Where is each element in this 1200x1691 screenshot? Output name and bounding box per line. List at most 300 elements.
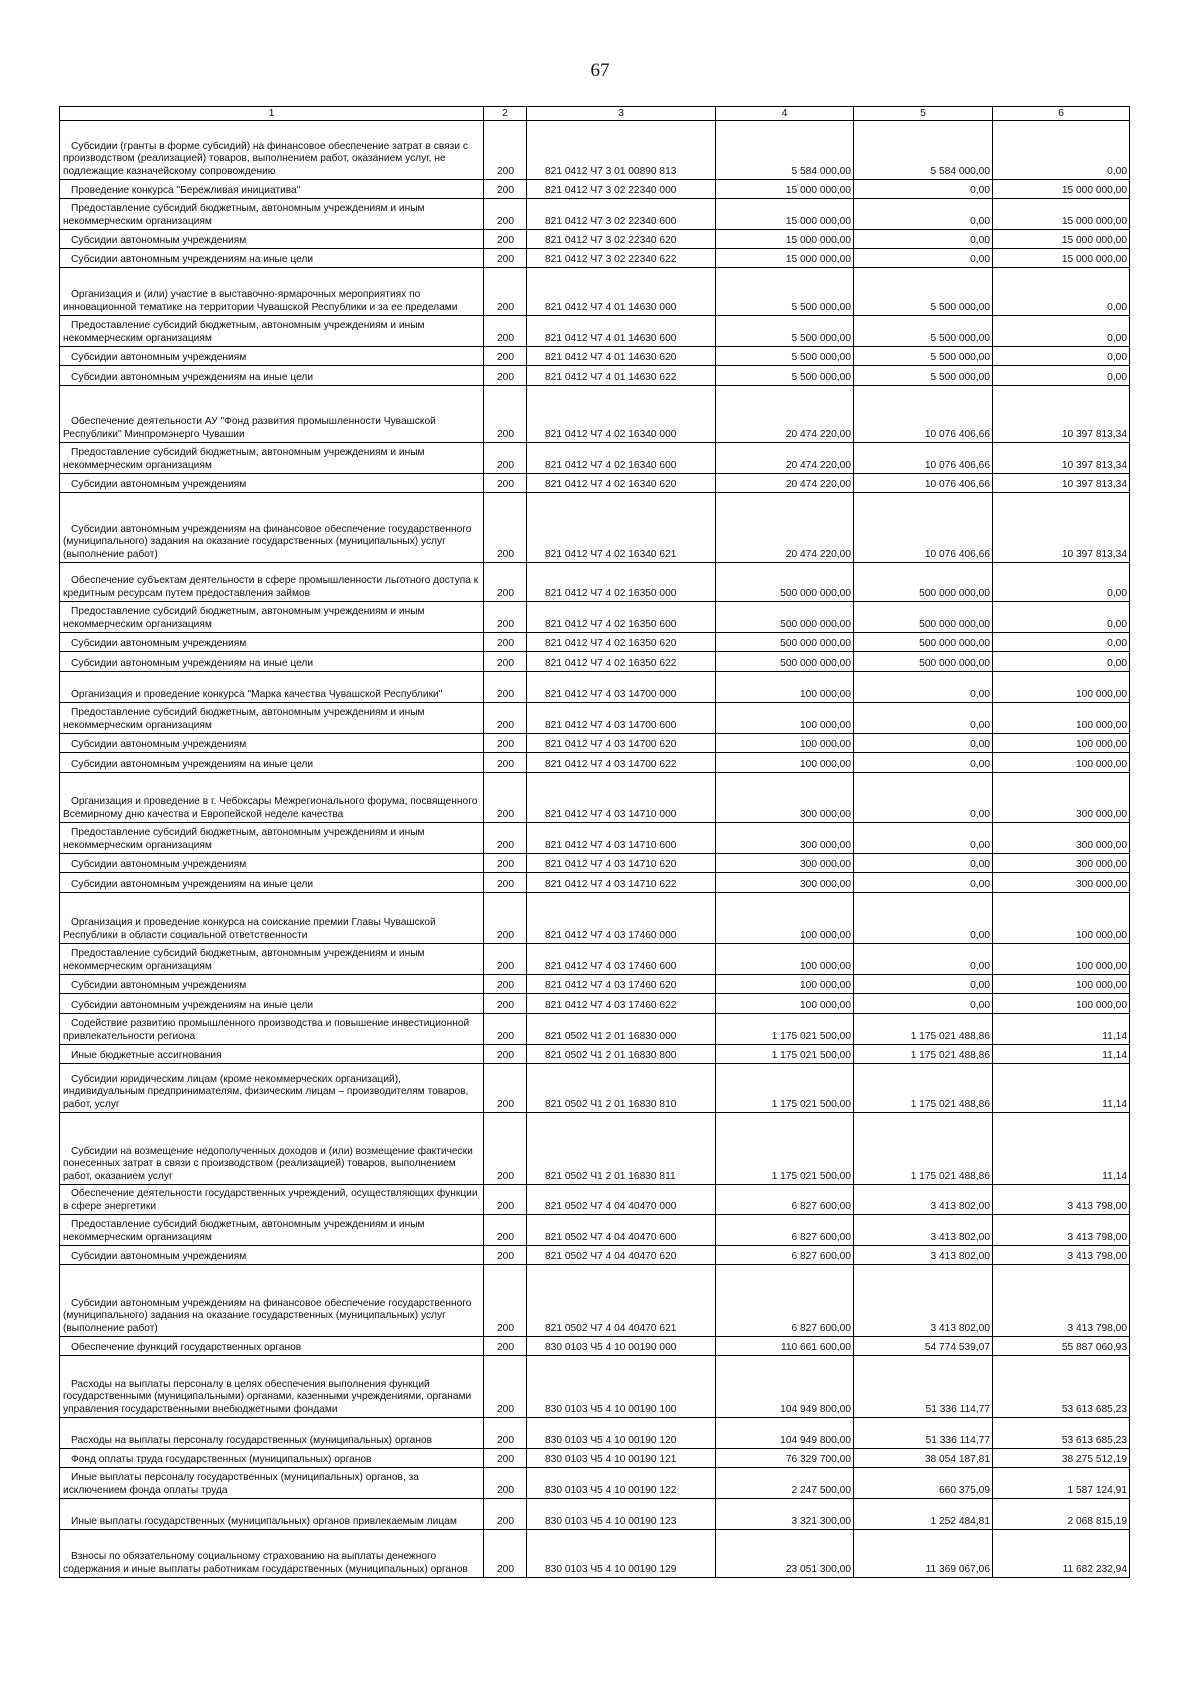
cell-exec: 0,00 — [854, 753, 993, 773]
cell-exec: 54 774 539,07 — [854, 1337, 993, 1356]
cell-code: 200 — [484, 994, 527, 1014]
table-row — [60, 366, 1130, 386]
cell-name: Взносы по обязательному социальному страхованию на выплаты денежного содержания и иные выплаты работникам государственных (муниципальных) органов — [60, 1530, 484, 1578]
cell-classifier: 821 0412 Ч7 4 01 14630 622 — [527, 366, 716, 386]
cell-name: Иные выплаты государственных (муниципальных) органов привлекаемым лицам — [60, 1499, 484, 1530]
cell-rest: 100 000,00 — [993, 893, 1130, 944]
cell-plan: 20 474 220,00 — [716, 493, 854, 563]
cell-name: Субсидии на возмещение недополученных доходов и (или) возмещение фактически понесенных затрат в связи с производством (реализацией) товаров, выполнением работ, оказанием услуг — [60, 1113, 484, 1185]
table-row — [60, 249, 1130, 268]
cell-exec: 0,00 — [854, 230, 993, 249]
cell-exec: 0,00 — [854, 994, 993, 1014]
cell-classifier: 821 0412 Ч7 4 03 14700 600 — [527, 703, 716, 734]
table-row — [60, 633, 1130, 652]
cell-plan: 6 827 600,00 — [716, 1265, 854, 1337]
cell-code: 200 — [484, 316, 527, 347]
cell-exec: 0,00 — [854, 180, 993, 199]
cell-classifier: 830 0103 Ч5 4 10 00190 121 — [527, 1449, 716, 1468]
cell-code: 200 — [484, 199, 527, 230]
column-header: 1 — [60, 107, 484, 121]
table-row — [60, 1356, 1130, 1418]
table-row — [60, 1337, 1130, 1356]
cell-classifier: 821 0502 Ч1 2 01 16830 000 — [527, 1014, 716, 1045]
cell-plan: 6 827 600,00 — [716, 1215, 854, 1246]
cell-exec: 11 369 067,06 — [854, 1530, 993, 1578]
table-row — [60, 563, 1130, 602]
table-row — [60, 1246, 1130, 1265]
cell-code: 200 — [484, 633, 527, 652]
cell-classifier: 821 0412 Ч7 4 03 14700 000 — [527, 672, 716, 703]
table-row — [60, 854, 1130, 873]
cell-code: 200 — [484, 975, 527, 994]
cell-rest: 10 397 813,34 — [993, 443, 1130, 474]
cell-exec: 0,00 — [854, 975, 993, 994]
cell-code: 200 — [484, 268, 527, 316]
cell-exec: 5 500 000,00 — [854, 347, 993, 366]
cell-classifier: 821 0412 Ч7 3 02 22340 622 — [527, 249, 716, 268]
cell-code: 200 — [484, 672, 527, 703]
cell-exec: 5 500 000,00 — [854, 316, 993, 347]
cell-rest: 100 000,00 — [993, 703, 1130, 734]
cell-plan: 300 000,00 — [716, 873, 854, 893]
cell-name: Субсидии автономным учреждениям — [60, 633, 484, 652]
cell-code: 200 — [484, 1185, 527, 1215]
cell-name: Иные бюджетные ассигнования — [60, 1045, 484, 1064]
cell-exec: 0,00 — [854, 773, 993, 823]
cell-exec: 500 000 000,00 — [854, 633, 993, 652]
cell-plan: 110 661 600,00 — [716, 1337, 854, 1356]
cell-classifier: 821 0502 Ч1 2 01 16830 810 — [527, 1064, 716, 1113]
cell-code: 200 — [484, 249, 527, 268]
table-row — [60, 1449, 1130, 1468]
cell-classifier: 821 0412 Ч7 4 02 16350 000 — [527, 563, 716, 602]
cell-name: Обеспечение функций государственных органов — [60, 1337, 484, 1356]
cell-exec: 5 584 000,00 — [854, 121, 993, 180]
table-row — [60, 474, 1130, 493]
cell-name: Организация и проведение конкурса "Марка качества Чувашской Республики" — [60, 672, 484, 703]
table-row — [60, 443, 1130, 474]
cell-name: Субсидии автономным учреждениям на иные цели — [60, 366, 484, 386]
cell-code: 200 — [484, 1064, 527, 1113]
column-header: 5 — [854, 107, 993, 121]
cell-code: 200 — [484, 854, 527, 873]
cell-plan: 5 500 000,00 — [716, 347, 854, 366]
cell-rest: 10 397 813,34 — [993, 493, 1130, 563]
cell-exec: 500 000 000,00 — [854, 602, 993, 633]
cell-name: Субсидии автономным учреждениям на иные цели — [60, 652, 484, 672]
table-row — [60, 199, 1130, 230]
cell-code: 200 — [484, 823, 527, 854]
cell-name: Субсидии автономным учреждениям на финансовое обеспечение государственного (муниципального) задания на оказание государственных (муниципальных) услуг (выполнение работ) — [60, 493, 484, 563]
cell-code: 200 — [484, 1045, 527, 1064]
cell-name: Предоставление субсидий бюджетным, автономным учреждениям и иным некоммерческим организациям — [60, 199, 484, 230]
cell-plan: 5 500 000,00 — [716, 316, 854, 347]
cell-rest: 300 000,00 — [993, 823, 1130, 854]
cell-classifier: 821 0502 Ч7 4 04 40470 600 — [527, 1215, 716, 1246]
cell-name: Субсидии автономным учреждениям — [60, 230, 484, 249]
cell-rest: 100 000,00 — [993, 975, 1130, 994]
cell-plan: 100 000,00 — [716, 944, 854, 975]
table-row — [60, 672, 1130, 703]
table-row — [60, 230, 1130, 249]
cell-plan: 1 175 021 500,00 — [716, 1113, 854, 1185]
cell-rest: 100 000,00 — [993, 753, 1130, 773]
cell-code: 200 — [484, 386, 527, 443]
cell-name: Предоставление субсидий бюджетным, автономным учреждениям и иным некоммерческим организациям — [60, 823, 484, 854]
cell-exec: 5 500 000,00 — [854, 268, 993, 316]
cell-exec: 660 375,09 — [854, 1468, 993, 1499]
cell-exec: 51 336 114,77 — [854, 1356, 993, 1418]
cell-classifier: 830 0103 Ч5 4 10 00190 129 — [527, 1530, 716, 1578]
cell-exec: 0,00 — [854, 734, 993, 753]
cell-name: Предоставление субсидий бюджетным, автономным учреждениям и иным некоммерческим организациям — [60, 443, 484, 474]
cell-rest: 3 413 798,00 — [993, 1215, 1130, 1246]
table-row — [60, 1265, 1130, 1337]
cell-name: Предоставление субсидий бюджетным, автономным учреждениям и иным некоммерческим организациям — [60, 316, 484, 347]
table-row — [60, 1014, 1130, 1045]
cell-code: 200 — [484, 1265, 527, 1337]
cell-plan: 20 474 220,00 — [716, 474, 854, 493]
cell-name: Содействие развитию промышленного производства и повышение инвестиционной привлекательности региона — [60, 1014, 484, 1045]
cell-plan: 300 000,00 — [716, 823, 854, 854]
cell-exec: 0,00 — [854, 672, 993, 703]
cell-classifier: 821 0502 Ч7 4 04 40470 000 — [527, 1185, 716, 1215]
column-header: 4 — [716, 107, 854, 121]
cell-name: Расходы на выплаты персоналу в целях обеспечения выполнения функций государственными (муниципальными) органами, казенными учреждениями, органами управления государственными внебюджетными фондами — [60, 1356, 484, 1418]
table-row — [60, 316, 1130, 347]
cell-classifier: 821 0412 Ч7 4 03 14710 000 — [527, 773, 716, 823]
cell-rest: 11,14 — [993, 1064, 1130, 1113]
cell-plan: 20 474 220,00 — [716, 443, 854, 474]
column-header: 6 — [993, 107, 1130, 121]
table-row — [60, 773, 1130, 823]
cell-exec: 10 076 406,66 — [854, 474, 993, 493]
cell-classifier: 821 0502 Ч1 2 01 16830 811 — [527, 1113, 716, 1185]
cell-rest: 10 397 813,34 — [993, 474, 1130, 493]
table-row — [60, 1215, 1130, 1246]
cell-classifier: 821 0412 Ч7 4 02 16340 620 — [527, 474, 716, 493]
cell-exec: 0,00 — [854, 199, 993, 230]
cell-code: 200 — [484, 1215, 527, 1246]
cell-exec: 0,00 — [854, 703, 993, 734]
cell-rest: 15 000 000,00 — [993, 249, 1130, 268]
cell-plan: 100 000,00 — [716, 975, 854, 994]
table-row — [60, 1113, 1130, 1185]
column-header: 2 — [484, 107, 527, 121]
column-header: 3 — [527, 107, 716, 121]
cell-name: Организация и проведение в г. Чебоксары Межрегионального форума, посвященного Всемирному дню качества и Европейской неделе качества — [60, 773, 484, 823]
cell-name: Проведение конкурса "Бережливая инициатива" — [60, 180, 484, 199]
cell-code: 200 — [484, 1356, 527, 1418]
cell-code: 200 — [484, 944, 527, 975]
cell-plan: 15 000 000,00 — [716, 230, 854, 249]
cell-rest: 1 587 124,91 — [993, 1468, 1130, 1499]
cell-code: 200 — [484, 1337, 527, 1356]
cell-rest: 100 000,00 — [993, 944, 1130, 975]
cell-exec: 0,00 — [854, 854, 993, 873]
cell-name: Субсидии автономным учреждениям на иные цели — [60, 994, 484, 1014]
cell-code: 200 — [484, 873, 527, 893]
cell-plan: 5 500 000,00 — [716, 268, 854, 316]
cell-name: Субсидии автономным учреждениям на иные цели — [60, 753, 484, 773]
table-row — [60, 734, 1130, 753]
cell-rest: 100 000,00 — [993, 994, 1130, 1014]
cell-classifier: 821 0412 Ч7 3 02 22340 000 — [527, 180, 716, 199]
cell-classifier: 821 0502 Ч7 4 04 40470 620 — [527, 1246, 716, 1265]
cell-name: Иные выплаты персоналу государственных (муниципальных) органов, за исключением фонда оплаты труда — [60, 1468, 484, 1499]
cell-plan: 2 247 500,00 — [716, 1468, 854, 1499]
cell-classifier: 821 0502 Ч7 4 04 40470 621 — [527, 1265, 716, 1337]
cell-plan: 3 321 300,00 — [716, 1499, 854, 1530]
table-row — [60, 994, 1130, 1014]
cell-plan: 100 000,00 — [716, 672, 854, 703]
cell-classifier: 821 0412 Ч7 4 02 16350 600 — [527, 602, 716, 633]
cell-name: Субсидии автономным учреждениям — [60, 734, 484, 753]
cell-classifier: 821 0412 Ч7 4 03 14710 622 — [527, 873, 716, 893]
cell-rest: 3 413 798,00 — [993, 1265, 1130, 1337]
cell-rest: 0,00 — [993, 652, 1130, 672]
cell-rest: 300 000,00 — [993, 773, 1130, 823]
cell-code: 200 — [484, 1449, 527, 1468]
cell-plan: 100 000,00 — [716, 893, 854, 944]
table-row — [60, 1418, 1130, 1449]
cell-name: Расходы на выплаты персоналу государственных (муниципальных) органов — [60, 1418, 484, 1449]
cell-name: Субсидии автономным учреждениям — [60, 854, 484, 873]
cell-exec: 1 175 021 488,86 — [854, 1064, 993, 1113]
cell-exec: 38 054 187,81 — [854, 1449, 993, 1468]
cell-exec: 10 076 406,66 — [854, 386, 993, 443]
table-row — [60, 1185, 1130, 1215]
cell-rest: 3 413 798,00 — [993, 1246, 1130, 1265]
cell-rest: 0,00 — [993, 268, 1130, 316]
cell-rest: 0,00 — [993, 347, 1130, 366]
cell-classifier: 821 0412 Ч7 4 01 14630 620 — [527, 347, 716, 366]
cell-name: Субсидии автономным учреждениям на финансовое обеспечение государственного (муниципального) задания на оказание государственных (муниципальных) услуг (выполнение работ) — [60, 1265, 484, 1337]
cell-rest: 38 275 512,19 — [993, 1449, 1130, 1468]
cell-code: 200 — [484, 652, 527, 672]
cell-plan: 300 000,00 — [716, 854, 854, 873]
cell-rest: 11,14 — [993, 1113, 1130, 1185]
cell-plan: 500 000 000,00 — [716, 652, 854, 672]
cell-name: Субсидии автономным учреждениям — [60, 347, 484, 366]
cell-exec: 51 336 114,77 — [854, 1418, 993, 1449]
cell-rest: 3 413 798,00 — [993, 1185, 1130, 1215]
cell-code: 200 — [484, 1418, 527, 1449]
cell-rest: 2 068 815,19 — [993, 1499, 1130, 1530]
cell-classifier: 830 0103 Ч5 4 10 00190 122 — [527, 1468, 716, 1499]
cell-exec: 10 076 406,66 — [854, 443, 993, 474]
cell-rest: 15 000 000,00 — [993, 180, 1130, 199]
cell-plan: 6 827 600,00 — [716, 1185, 854, 1215]
cell-classifier: 821 0412 Ч7 4 02 16350 620 — [527, 633, 716, 652]
cell-name: Предоставление субсидий бюджетным, автономным учреждениям и иным некоммерческим организациям — [60, 1215, 484, 1246]
cell-plan: 23 051 300,00 — [716, 1530, 854, 1578]
cell-code: 200 — [484, 474, 527, 493]
cell-code: 200 — [484, 1246, 527, 1265]
cell-exec: 0,00 — [854, 823, 993, 854]
cell-plan: 500 000 000,00 — [716, 563, 854, 602]
cell-exec: 500 000 000,00 — [854, 563, 993, 602]
cell-rest: 55 887 060,93 — [993, 1337, 1130, 1356]
cell-exec: 0,00 — [854, 944, 993, 975]
cell-exec: 3 413 802,00 — [854, 1265, 993, 1337]
cell-plan: 100 000,00 — [716, 753, 854, 773]
cell-classifier: 821 0412 Ч7 4 02 16340 621 — [527, 493, 716, 563]
cell-code: 200 — [484, 734, 527, 753]
cell-exec: 3 413 802,00 — [854, 1215, 993, 1246]
cell-plan: 15 000 000,00 — [716, 199, 854, 230]
cell-name: Субсидии автономным учреждениям на иные цели — [60, 873, 484, 893]
cell-name: Субсидии юридическим лицам (кроме некоммерческих организаций), индивидуальным предпринимателям, физическим лицам – производителям товаров, работ, услуг — [60, 1064, 484, 1113]
cell-rest: 0,00 — [993, 316, 1130, 347]
cell-classifier: 821 0412 Ч7 4 03 14710 620 — [527, 854, 716, 873]
table-row — [60, 1530, 1130, 1578]
table-row — [60, 823, 1130, 854]
cell-plan: 20 474 220,00 — [716, 386, 854, 443]
table-row — [60, 347, 1130, 366]
cell-classifier: 821 0412 Ч7 4 02 16350 622 — [527, 652, 716, 672]
cell-name: Обеспечение деятельности государственных учреждений, осуществляющих функции в сфере энергетики — [60, 1185, 484, 1215]
cell-name: Организация и (или) участие в выставочно-ярмарочных мероприятиях по инновационной тематике на территории Чувашской Республики и за ее пределами — [60, 268, 484, 316]
table-row — [60, 893, 1130, 944]
table-row — [60, 602, 1130, 633]
cell-classifier: 821 0502 Ч1 2 01 16830 800 — [527, 1045, 716, 1064]
cell-name: Предоставление субсидий бюджетным, автономным учреждениям и иным некоммерческим организациям — [60, 602, 484, 633]
cell-code: 200 — [484, 493, 527, 563]
cell-classifier: 821 0412 Ч7 4 03 17460 622 — [527, 994, 716, 1014]
cell-classifier: 821 0412 Ч7 4 03 17460 600 — [527, 944, 716, 975]
cell-plan: 100 000,00 — [716, 734, 854, 753]
table-row — [60, 652, 1130, 672]
cell-plan: 5 584 000,00 — [716, 121, 854, 180]
cell-classifier: 830 0103 Ч5 4 10 00190 000 — [527, 1337, 716, 1356]
cell-plan: 15 000 000,00 — [716, 249, 854, 268]
cell-plan: 76 329 700,00 — [716, 1449, 854, 1468]
cell-plan: 300 000,00 — [716, 773, 854, 823]
cell-classifier: 821 0412 Ч7 3 01 00890 813 — [527, 121, 716, 180]
cell-plan: 1 175 021 500,00 — [716, 1064, 854, 1113]
cell-classifier: 821 0412 Ч7 4 02 16340 000 — [527, 386, 716, 443]
cell-code: 200 — [484, 602, 527, 633]
cell-classifier: 821 0412 Ч7 3 02 22340 600 — [527, 199, 716, 230]
cell-name: Субсидии автономным учреждениям на иные цели — [60, 249, 484, 268]
cell-code: 200 — [484, 773, 527, 823]
cell-rest: 0,00 — [993, 366, 1130, 386]
table-row — [60, 386, 1130, 443]
table-row — [60, 1499, 1130, 1530]
cell-code: 200 — [484, 1014, 527, 1045]
cell-classifier: 821 0412 Ч7 4 03 17460 620 — [527, 975, 716, 994]
cell-rest: 0,00 — [993, 602, 1130, 633]
cell-code: 200 — [484, 703, 527, 734]
cell-classifier: 821 0412 Ч7 4 02 16340 600 — [527, 443, 716, 474]
table-row — [60, 944, 1130, 975]
table-row — [60, 975, 1130, 994]
cell-classifier: 821 0412 Ч7 4 01 14630 000 — [527, 268, 716, 316]
cell-plan: 100 000,00 — [716, 703, 854, 734]
cell-exec: 1 175 021 488,86 — [854, 1045, 993, 1064]
table-row — [60, 180, 1130, 199]
cell-plan: 1 175 021 500,00 — [716, 1045, 854, 1064]
cell-name: Субсидии (гранты в форме субсидий) на финансовое обеспечение затрат в связи с производством (реализацией) товаров, выполнением работ, оказанием услуг, не подлежащие казначейскому сопровождению — [60, 121, 484, 180]
cell-rest: 300 000,00 — [993, 873, 1130, 893]
cell-classifier: 830 0103 Ч5 4 10 00190 123 — [527, 1499, 716, 1530]
cell-classifier: 821 0412 Ч7 4 03 14700 620 — [527, 734, 716, 753]
cell-exec: 0,00 — [854, 893, 993, 944]
cell-classifier: 821 0412 Ч7 4 03 14700 622 — [527, 753, 716, 773]
cell-rest: 15 000 000,00 — [993, 199, 1130, 230]
cell-code: 200 — [484, 121, 527, 180]
cell-name: Субсидии автономным учреждениям — [60, 474, 484, 493]
header-row — [60, 107, 1130, 121]
cell-exec: 0,00 — [854, 249, 993, 268]
cell-classifier: 830 0103 Ч5 4 10 00190 100 — [527, 1356, 716, 1418]
cell-code: 200 — [484, 1530, 527, 1578]
cell-code: 200 — [484, 180, 527, 199]
cell-exec: 500 000 000,00 — [854, 652, 993, 672]
cell-name: Организация и проведение конкурса на соискание премии Главы Чувашской Республики в области социальной ответственности — [60, 893, 484, 944]
cell-exec: 3 413 802,00 — [854, 1246, 993, 1265]
cell-classifier: 830 0103 Ч5 4 10 00190 120 — [527, 1418, 716, 1449]
cell-code: 200 — [484, 366, 527, 386]
cell-rest: 0,00 — [993, 121, 1130, 180]
cell-rest: 0,00 — [993, 633, 1130, 652]
cell-classifier: 821 0412 Ч7 4 03 14710 600 — [527, 823, 716, 854]
cell-code: 200 — [484, 443, 527, 474]
cell-code: 200 — [484, 230, 527, 249]
table-row — [60, 268, 1130, 316]
cell-code: 200 — [484, 893, 527, 944]
cell-plan: 15 000 000,00 — [716, 180, 854, 199]
cell-classifier: 821 0412 Ч7 3 02 22340 620 — [527, 230, 716, 249]
cell-rest: 11,14 — [993, 1014, 1130, 1045]
cell-exec: 0,00 — [854, 873, 993, 893]
table-row — [60, 1045, 1130, 1064]
cell-plan: 104 949 800,00 — [716, 1418, 854, 1449]
cell-plan: 500 000 000,00 — [716, 633, 854, 652]
cell-code: 200 — [484, 563, 527, 602]
cell-exec: 10 076 406,66 — [854, 493, 993, 563]
cell-name: Обеспечение субъектам деятельности в сфере промышленности льготного доступа к кредитным ресурсам путем предоставления займов — [60, 563, 484, 602]
cell-exec: 1 175 021 488,86 — [854, 1113, 993, 1185]
cell-plan: 500 000 000,00 — [716, 602, 854, 633]
cell-plan: 6 827 600,00 — [716, 1246, 854, 1265]
cell-rest: 100 000,00 — [993, 672, 1130, 703]
page-number: 67 — [590, 60, 610, 81]
table-row — [60, 121, 1130, 180]
table-row — [60, 753, 1130, 773]
cell-code: 200 — [484, 347, 527, 366]
cell-rest: 53 613 685,23 — [993, 1418, 1130, 1449]
cell-name: Фонд оплаты труда государственных (муниципальных) органов — [60, 1449, 484, 1468]
cell-code: 200 — [484, 753, 527, 773]
cell-rest: 300 000,00 — [993, 854, 1130, 873]
cell-plan: 1 175 021 500,00 — [716, 1014, 854, 1045]
cell-plan: 104 949 800,00 — [716, 1356, 854, 1418]
cell-exec: 1 175 021 488,86 — [854, 1014, 993, 1045]
cell-rest: 0,00 — [993, 563, 1130, 602]
table-row — [60, 1468, 1130, 1499]
table-row — [60, 493, 1130, 563]
cell-name: Предоставление субсидий бюджетным, автономным учреждениям и иным некоммерческим организациям — [60, 703, 484, 734]
cell-name: Субсидии автономным учреждениям — [60, 1246, 484, 1265]
cell-rest: 10 397 813,34 — [993, 386, 1130, 443]
cell-classifier: 821 0412 Ч7 4 03 17460 000 — [527, 893, 716, 944]
cell-code: 200 — [484, 1113, 527, 1185]
cell-plan: 100 000,00 — [716, 994, 854, 1014]
cell-exec: 1 252 484,81 — [854, 1499, 993, 1530]
cell-classifier: 821 0412 Ч7 4 01 14630 600 — [527, 316, 716, 347]
